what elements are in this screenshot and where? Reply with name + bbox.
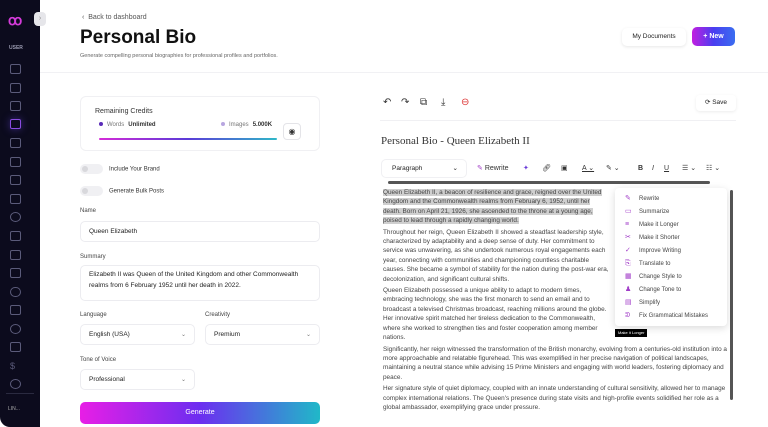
menu-item-translate[interactable] bbox=[615, 257, 727, 270]
bullet-list-icon[interactable]: ☰ ⌄ bbox=[682, 165, 697, 172]
globe-icon[interactable] bbox=[10, 212, 21, 222]
speaker-icon[interactable] bbox=[10, 305, 21, 315]
redo-icon[interactable]: ↷ bbox=[401, 97, 410, 108]
writer-icon[interactable] bbox=[10, 119, 21, 129]
text-color-icon[interactable]: A ⌄ bbox=[582, 165, 595, 172]
tone-value: Professional bbox=[89, 376, 125, 383]
images-value: 5.000K bbox=[252, 122, 273, 128]
article-icon[interactable] bbox=[10, 157, 21, 167]
calendar-icon[interactable] bbox=[10, 342, 21, 352]
bold-icon[interactable]: B bbox=[638, 165, 644, 172]
editor-paragraph: Throughout her reign, Queen Elizabeth II showed a steadfast leadership style, characterized by adaptability and a deep sense of duty. Her commitment to service was unwavering, as she undertook numerous royal engagements each year, connecting with communities and championing countless charitable causes. She became a symbol of stability for the nation during the post-war era, decolonization, and significant cultural shifts. bbox=[383, 228, 609, 283]
credits-progress-bar bbox=[99, 138, 277, 140]
name-input[interactable]: Queen Elizabeth bbox=[80, 221, 320, 242]
vertical-scrollbar[interactable] bbox=[730, 190, 733, 400]
ai-sparkle-icon[interactable]: ✦ bbox=[523, 165, 529, 172]
editor-content[interactable] bbox=[383, 188, 727, 414]
bulk-posts-toggle[interactable] bbox=[80, 186, 103, 196]
include-brand-toggle[interactable] bbox=[80, 164, 103, 174]
style-icon: ▦ bbox=[625, 273, 632, 280]
generate-button[interactable]: Generate bbox=[80, 402, 320, 424]
ai-actions-menu bbox=[615, 188, 727, 326]
sidebar bbox=[0, 0, 40, 427]
images-label: Images bbox=[229, 122, 249, 128]
include-brand-toggle-row bbox=[80, 164, 160, 174]
photo-icon[interactable] bbox=[10, 250, 21, 260]
summary-label: Summary bbox=[80, 254, 106, 260]
improve-icon: ✓ bbox=[625, 247, 631, 254]
menu-item-label: Change Tone to bbox=[639, 287, 682, 293]
editor-paragraph: Significantly, her reign witnessed the transformation of the British monarchy, evolving from a centuries-old institution into a more approachable and relatable figurehead. This was exemplified in her precise navigation of political landscapes, maintaining a neutral stance while advising 15 Prime Ministers and engaging with world leaders, fostering diplomacy and peace. bbox=[383, 345, 727, 381]
paragraph-select[interactable] bbox=[381, 159, 467, 178]
undo-icon[interactable]: ↶ bbox=[383, 97, 392, 108]
menu-item-label: Fix Grammatical Mistakes bbox=[639, 313, 709, 319]
words-label: Words bbox=[107, 122, 125, 128]
language-value: English (USA) bbox=[89, 331, 130, 338]
credits-card bbox=[80, 96, 320, 151]
my-documents-button[interactable]: My Documents bbox=[622, 28, 686, 46]
paragraph-select-value: Paragraph bbox=[392, 165, 423, 172]
menu-item-change-style[interactable] bbox=[615, 270, 727, 283]
menu-item-label: Make it Shorter bbox=[639, 235, 680, 241]
menu-item-change-tone[interactable] bbox=[615, 283, 727, 296]
rewrite-button[interactable] bbox=[477, 159, 509, 179]
italic-icon[interactable]: I bbox=[652, 165, 654, 172]
save-label: Save bbox=[712, 99, 728, 106]
bulk-posts-toggle-row bbox=[80, 186, 164, 196]
menu-item-label: Change Style to bbox=[639, 274, 682, 280]
new-button[interactable]: + New bbox=[692, 27, 735, 46]
microphone-icon[interactable] bbox=[10, 287, 21, 297]
menu-item-label: Rewrite bbox=[639, 196, 660, 202]
lengthen-icon: ≡ bbox=[625, 221, 630, 228]
menu-item-summarize[interactable] bbox=[615, 205, 727, 218]
menu-item-label: Summarize bbox=[639, 209, 670, 215]
rewrite-icon: ✎ bbox=[625, 195, 631, 202]
credits-title: Remaining Credits bbox=[95, 108, 153, 115]
document-title[interactable]: Personal Bio - Queen Elizabeth II bbox=[381, 135, 530, 147]
rewrite-label: Rewrite bbox=[484, 165, 509, 172]
chevron-down-icon: ⌄ bbox=[452, 165, 458, 172]
chat-icon[interactable] bbox=[10, 268, 21, 278]
image-insert-icon[interactable]: ▣ bbox=[561, 165, 568, 172]
menu-item-simplify[interactable] bbox=[615, 296, 727, 309]
words-credit bbox=[99, 122, 156, 128]
simplify-icon: ▤ bbox=[625, 299, 632, 306]
chevron-down-icon: ⌄ bbox=[180, 332, 186, 338]
editor-paragraph: Her signature style of quiet diplomacy, coupled with an innate understanding of cultural sensitivity, allowed her to manage complex international relations. The Queen's presence during state visits and high-profile events solidified her role as a global ambassador, exemplifying grace under pressure. bbox=[383, 385, 726, 411]
tone-label: Tone of Voice bbox=[80, 357, 117, 363]
creativity-value: Premium bbox=[214, 331, 241, 338]
collapse-sidebar-button[interactable]: › bbox=[34, 12, 46, 26]
tone-icon: ♟ bbox=[625, 286, 632, 293]
menu-item-improve-writing[interactable] bbox=[615, 244, 727, 257]
translate-icon: ⎘ bbox=[625, 260, 631, 267]
dollar-icon[interactable]: $ bbox=[10, 361, 16, 371]
sidebar-footer-link[interactable]: LIN... bbox=[8, 406, 20, 412]
edit-doc-icon[interactable] bbox=[10, 175, 21, 185]
back-link-label: Back to dashboard bbox=[88, 14, 147, 21]
save-button[interactable] bbox=[696, 95, 736, 111]
sidebar-section-label: USER bbox=[9, 45, 23, 51]
toolbar-divider bbox=[380, 120, 736, 121]
templates-icon[interactable] bbox=[10, 83, 21, 93]
eye-icon[interactable]: ◉ bbox=[283, 123, 301, 140]
words-value: Unlimited bbox=[128, 122, 156, 128]
numbered-list-icon[interactable]: ☷ ⌄ bbox=[706, 165, 721, 172]
menu-item-make-shorter[interactable] bbox=[615, 231, 727, 244]
sidebar-divider bbox=[6, 393, 34, 394]
copy-icon[interactable]: ⧉ bbox=[420, 97, 428, 108]
highlight-icon[interactable]: ✎ ⌄ bbox=[606, 165, 620, 172]
page-subtitle: Generate compelling personal biographies for professional profiles and portfolios. bbox=[80, 53, 278, 59]
bulk-posts-label: Generate Bulk Posts bbox=[109, 188, 165, 195]
horizontal-scrollbar[interactable] bbox=[388, 181, 710, 184]
dashboard-icon[interactable] bbox=[10, 64, 21, 74]
creativity-select[interactable] bbox=[205, 324, 320, 345]
delete-icon[interactable]: ⊖ bbox=[461, 97, 470, 108]
user-icon[interactable] bbox=[10, 324, 21, 334]
summary-textarea[interactable]: Elizabeth II was Queen of the United Kingdom and other Commonwealth realms from 6 February 1952 until her death in 2022. bbox=[80, 265, 320, 301]
name-label: Name bbox=[80, 208, 97, 214]
images-credit bbox=[221, 122, 272, 128]
menu-item-rewrite[interactable] bbox=[615, 192, 727, 205]
pen-icon: ✎ bbox=[477, 165, 485, 172]
logo-icon[interactable]: ꝏ bbox=[8, 12, 23, 28]
menu-item-label: Make it Longer bbox=[639, 222, 679, 228]
language-select[interactable] bbox=[80, 324, 195, 345]
support-icon[interactable] bbox=[10, 379, 21, 389]
tone-select[interactable] bbox=[80, 369, 195, 390]
back-link[interactable] bbox=[82, 14, 147, 21]
image-icon[interactable] bbox=[10, 138, 21, 148]
menu-item-make-longer[interactable] bbox=[615, 218, 727, 231]
menu-item-label: Simplify bbox=[639, 300, 661, 306]
chevron-down-icon: ⌄ bbox=[305, 332, 311, 338]
selected-text: Queen Elizabeth II, a beacon of resilience and grace, reigned over the United Kingdom and the Commonwealth realms from February 6, 1952, until her death. Born on April 21, 1926, she ascended to the throne at a young age, poised to lead through a rapidly changing world. bbox=[383, 189, 602, 225]
grammar-icon: ᕲ bbox=[625, 312, 631, 319]
book-icon: ▭ bbox=[625, 208, 632, 215]
menu-item-fix-grammar[interactable] bbox=[615, 309, 727, 322]
menu-item-label: Improve Writing bbox=[639, 248, 681, 254]
scan-icon[interactable] bbox=[10, 194, 21, 204]
page-title: Personal Bio bbox=[80, 27, 197, 48]
pen-icon[interactable] bbox=[10, 231, 21, 241]
chevron-left-icon: ‹ bbox=[82, 14, 89, 21]
ai-actions-menu-wrapper bbox=[609, 188, 727, 337]
refresh-icon: ⟳ bbox=[704, 99, 713, 106]
creativity-label: Creativity bbox=[205, 312, 231, 318]
menu-item-label: Translate to bbox=[639, 261, 671, 267]
chevron-down-icon: ⌄ bbox=[180, 377, 186, 383]
documents-icon[interactable] bbox=[10, 101, 21, 111]
download-icon[interactable]: ⤓ bbox=[441, 97, 446, 108]
editor-paragraph: Queen Elizabeth possessed a unique ability to adapt to modern times, embracing technology, she was the first monarch to send an email and to broadcast a televised Christmas broadcast, reaching millions around the globe. Her innovative spirit matched her tireless dedication to the Commonwealth, where she worked to strengthen ties and foster cooperation among member nations. bbox=[383, 287, 607, 342]
scissors-icon: ✂ bbox=[625, 234, 631, 241]
underline-icon[interactable]: U bbox=[664, 165, 670, 172]
include-brand-label: Include Your Brand bbox=[109, 166, 160, 173]
header-divider bbox=[40, 72, 768, 73]
link-icon[interactable]: 🔗︎ bbox=[542, 165, 551, 172]
language-label: Language bbox=[80, 312, 107, 318]
tooltip: Make it Longer bbox=[615, 329, 647, 337]
